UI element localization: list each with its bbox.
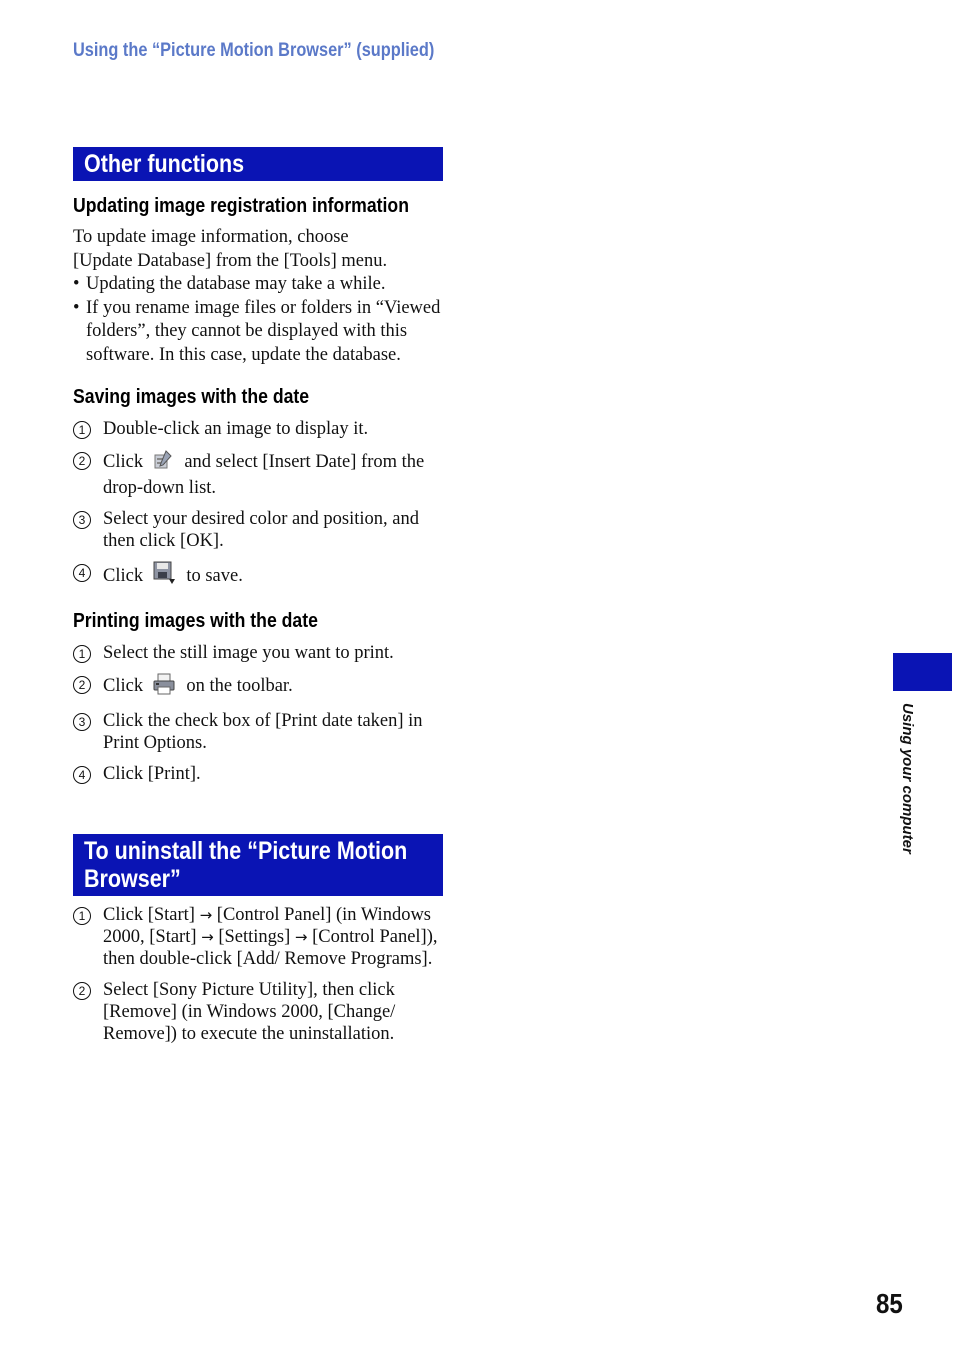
step-number: 3 (73, 511, 91, 529)
step-item (73, 673, 443, 701)
step-text-part: [Settings] (218, 927, 291, 947)
step-text: Select your desired color and position, and then click [OK]. (103, 508, 419, 551)
bullet-item: • If you rename image files or folders in “Viewed folders”, they cannot be displayed with this software. In this case, update the database. (73, 297, 441, 365)
step-number: 1 (73, 645, 91, 663)
saving-steps (73, 418, 443, 591)
step-item (73, 710, 443, 754)
arrow-icon: → (294, 928, 308, 946)
section-title-bar (73, 147, 443, 181)
step-item (73, 561, 443, 591)
updating-intro-line2: [Update Database] from the [Tools] menu. (73, 250, 388, 271)
step-item (73, 642, 443, 664)
step-text-pre: Click (103, 675, 144, 696)
step-text: Double-click an image to display it. (103, 418, 369, 439)
running-header: Using the “Picture Motion Browser” (supplied) (73, 40, 435, 61)
step-text: Click [Print]. (103, 763, 201, 784)
step-item (73, 979, 443, 1045)
section-title: Other functions (84, 150, 245, 178)
step-text-post: to save. (186, 565, 243, 586)
insert-date-tool-icon (152, 449, 174, 477)
step-text-post: on the toolbar. (186, 675, 293, 696)
step-text-post: and select [Insert Date] from the drop-down list. (103, 451, 425, 498)
step-item (73, 449, 443, 499)
printer-icon (152, 673, 176, 701)
step-number: 3 (73, 713, 91, 731)
step-number: 2 (73, 676, 91, 694)
chapter-tab (893, 653, 952, 691)
section-title: To uninstall the “Picture Motion Browser” (84, 837, 408, 893)
arrow-icon: → (199, 906, 213, 924)
subheading-updating: Updating image registration information (73, 194, 409, 217)
step-item (73, 508, 443, 552)
step-number: 2 (73, 452, 91, 470)
step-number: 4 (73, 766, 91, 784)
step-number: 2 (73, 982, 91, 1000)
step-item (73, 418, 443, 440)
step-number: 1 (73, 421, 91, 439)
step-item (73, 763, 443, 785)
printing-steps (73, 642, 443, 785)
step-text: Select the still image you want to print. (103, 642, 394, 663)
step-text-part: [Control Panel] (in Windows 2000, [Start] (103, 905, 432, 947)
subheading-saving: Saving images with the date (73, 384, 310, 408)
uninstall-steps (73, 904, 443, 1045)
updating-intro-line1: To update image information, choose (73, 227, 349, 247)
step-text-part: [Control Panel]), then double-click [Add/ Remove Programs]. (103, 927, 438, 969)
updating-paragraph (73, 226, 443, 368)
step-number: 4 (73, 564, 91, 582)
step-text-part: Click [Start] (103, 905, 195, 925)
section-title-bar (73, 834, 443, 896)
bullet-text: If you rename image files or folders in “Viewed folders”, they cannot be displayed with this software. In this case, update the database. (86, 297, 441, 365)
page-number: 85 (876, 1288, 903, 1319)
step-number: 1 (73, 907, 91, 925)
chapter-tab-label: Using your computer (899, 703, 916, 854)
step-text: Select [Sony Picture Utility], then click [Remove] (in Windows 2000, [Change/ Remove]) to execute the uninstallation. (103, 980, 396, 1044)
step-text-pre: Click (103, 565, 144, 586)
step-item (73, 904, 443, 970)
bullet-item: • Updating the database may take a while. (73, 274, 386, 295)
bullet-text: Updating the database may take a while. (86, 274, 386, 295)
uninstall-section (73, 834, 443, 1045)
save-icon (152, 561, 176, 591)
other-functions-section (73, 147, 443, 785)
subheading-printing: Printing images with the date (73, 608, 318, 632)
step-text: Click the check box of [Print date taken] in Print Options. (103, 710, 423, 753)
arrow-icon: → (201, 928, 214, 946)
step-text-pre: Click (103, 451, 144, 472)
